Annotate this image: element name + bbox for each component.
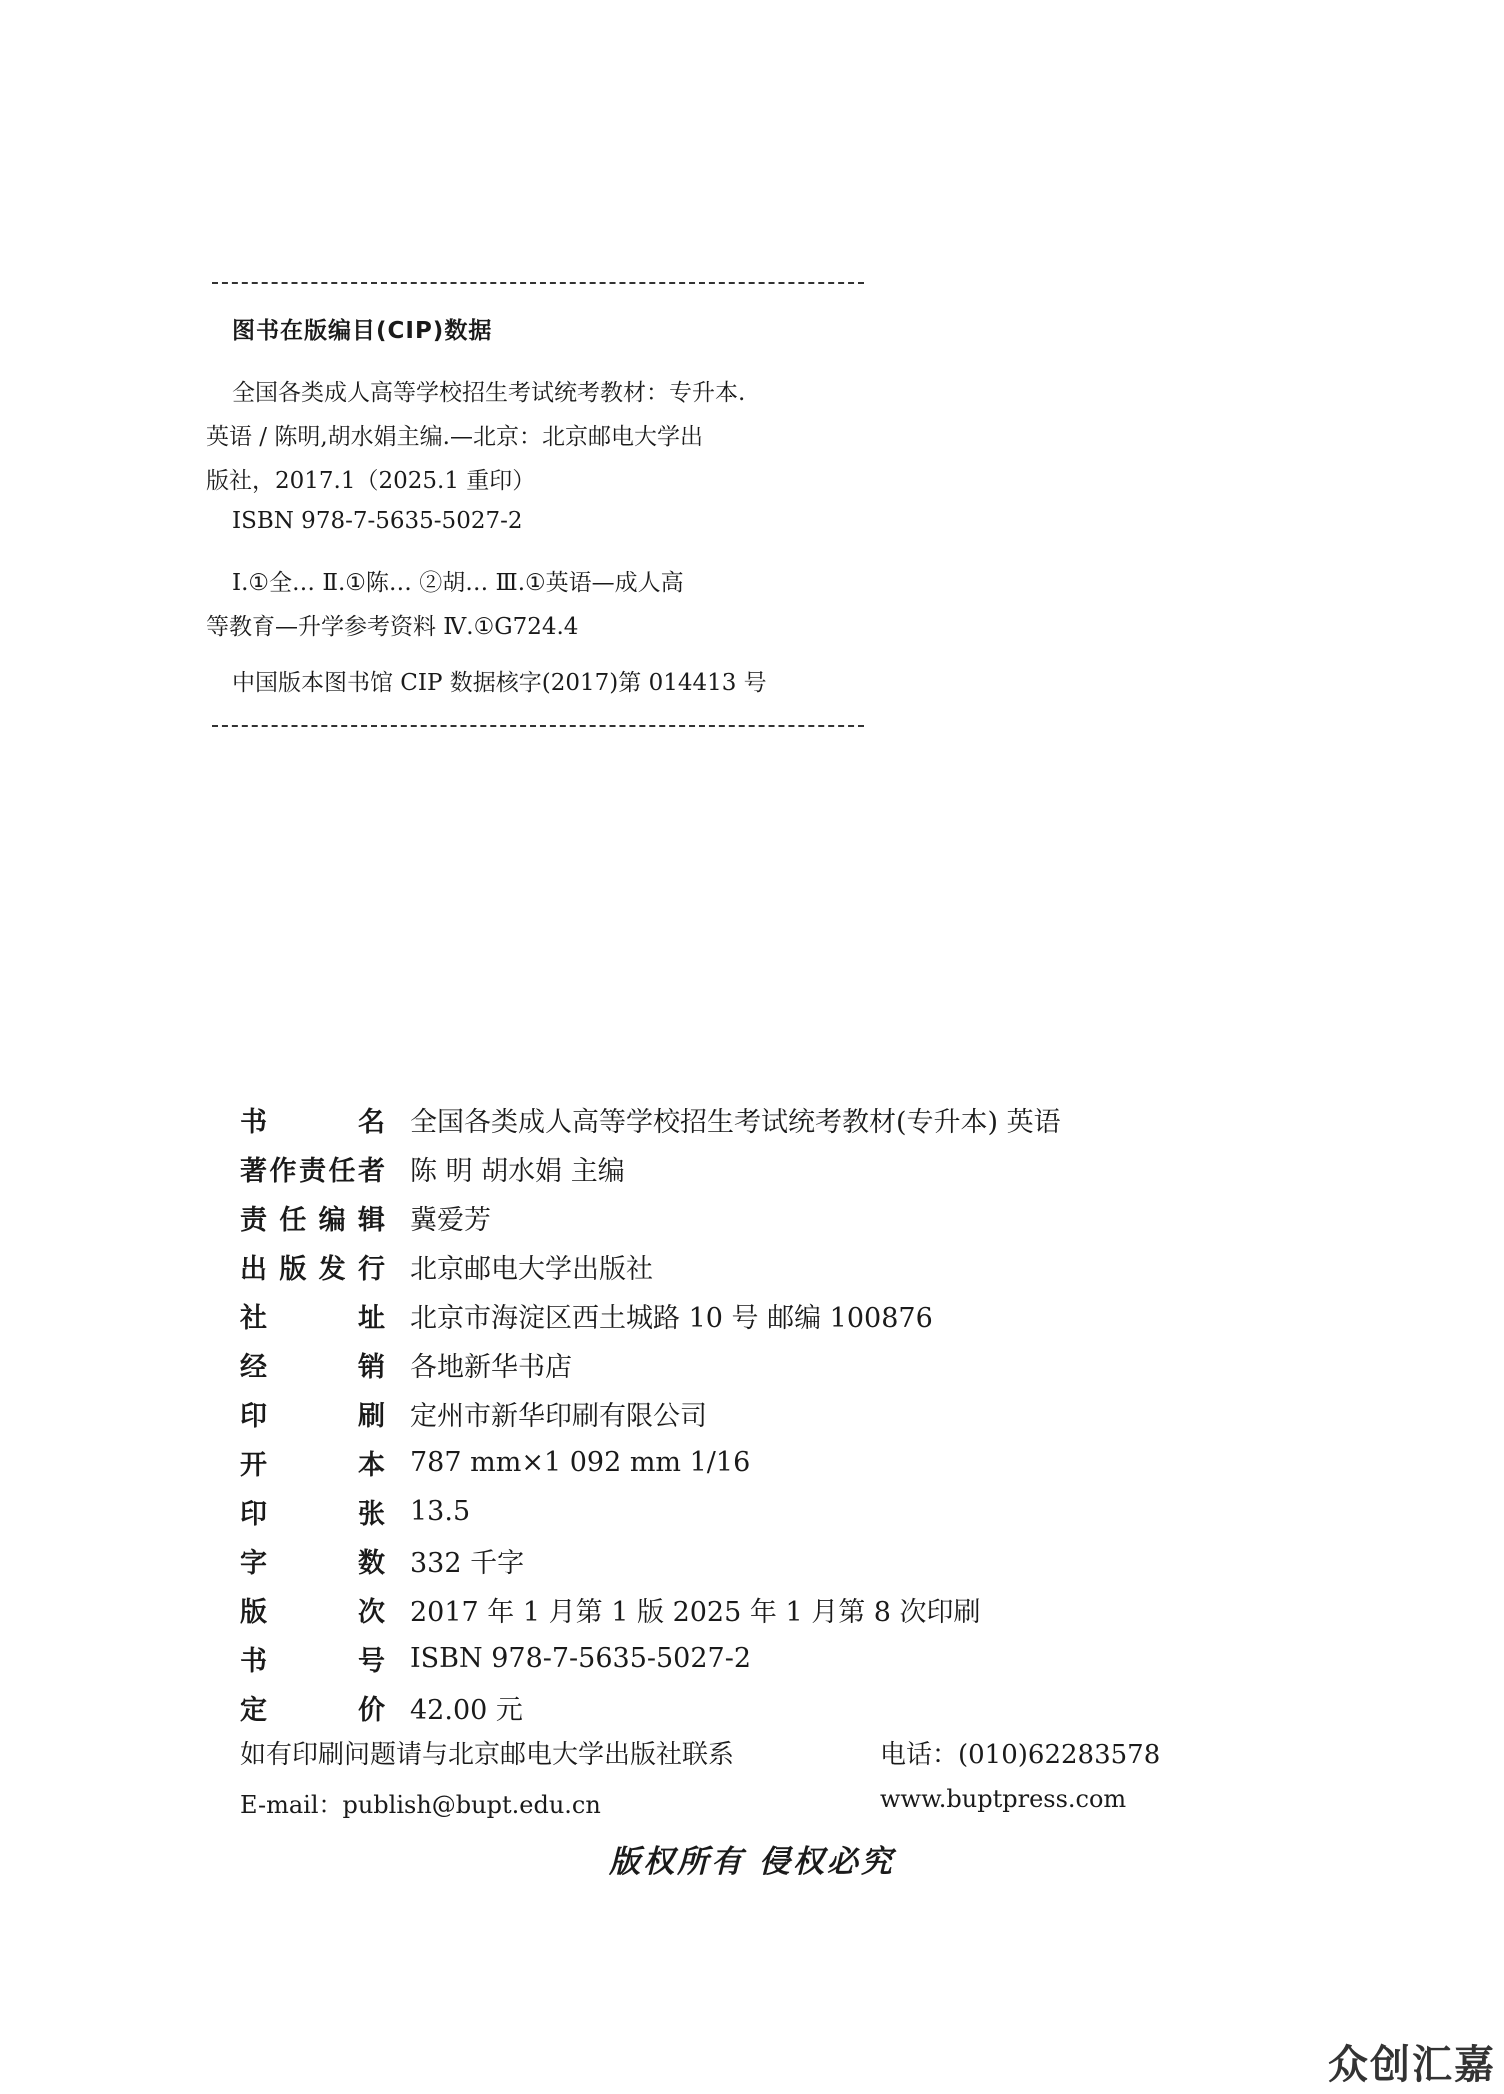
info-label-char: 书 bbox=[240, 1646, 267, 1677]
info-label-char: 址 bbox=[358, 1303, 385, 1334]
info-label-char: 名 bbox=[358, 1107, 385, 1138]
info-row bbox=[240, 1193, 1061, 1242]
publication-info-table bbox=[240, 1095, 1061, 1732]
info-value: 42.00 元 bbox=[410, 1695, 523, 1726]
info-value: 北京市海淀区西土城路 10 号 邮编 100876 bbox=[410, 1303, 933, 1334]
info-label-char: 出 bbox=[240, 1254, 267, 1285]
contact-email: E-mail：publish@bupt.edu.cn bbox=[240, 1791, 601, 1819]
info-label-char: 者 bbox=[358, 1156, 385, 1187]
cip-classification-line-2: 等教育—升学参考资料 Ⅳ.①G724.4 bbox=[206, 614, 579, 640]
info-label-char: 刷 bbox=[358, 1401, 385, 1432]
contact-notice: 如有印刷问题请与北京邮电大学出版社联系 bbox=[240, 1740, 735, 1770]
info-label bbox=[240, 1590, 385, 1629]
info-label-char: 次 bbox=[358, 1597, 385, 1628]
cip-record-number: 中国版本图书馆 CIP 数据核字(2017)第 014413 号 bbox=[232, 670, 767, 696]
info-label-char: 数 bbox=[358, 1548, 385, 1579]
info-label bbox=[240, 1149, 385, 1188]
info-label-char: 印 bbox=[240, 1401, 267, 1432]
info-row bbox=[240, 1144, 1061, 1193]
info-label bbox=[240, 1247, 385, 1286]
info-row bbox=[240, 1487, 1061, 1536]
info-row bbox=[240, 1536, 1061, 1585]
info-label-char: 书 bbox=[240, 1107, 267, 1138]
cip-heading: 图书在版编目(CIP)数据 bbox=[232, 318, 493, 344]
cip-title-line-3: 版社，2017.1（2025.1 重印） bbox=[206, 468, 536, 494]
info-label bbox=[240, 1492, 385, 1531]
info-label bbox=[240, 1394, 385, 1433]
info-label-char: 任 bbox=[279, 1205, 307, 1236]
info-value: 2017 年 1 月第 1 版 2025 年 1 月第 8 次印刷 bbox=[410, 1597, 981, 1628]
info-label-char: 号 bbox=[358, 1646, 385, 1677]
info-label-char: 经 bbox=[240, 1352, 267, 1383]
cip-classification-line-1: Ⅰ.①全… Ⅱ.①陈… ②胡… Ⅲ.①英语—成人高 bbox=[232, 570, 684, 596]
cip-top-divider bbox=[212, 282, 864, 284]
info-value: 定州市新华印刷有限公司 bbox=[410, 1401, 707, 1432]
info-value: 全国各类成人高等学校招生考试统考教材(专升本) 英语 bbox=[410, 1107, 1061, 1138]
info-label bbox=[240, 1345, 385, 1384]
info-label-char: 价 bbox=[358, 1695, 385, 1726]
info-label-char: 版 bbox=[240, 1597, 267, 1628]
info-row bbox=[240, 1438, 1061, 1487]
info-row bbox=[240, 1389, 1061, 1438]
cip-isbn: ISBN 978-7-5635-5027-2 bbox=[232, 508, 523, 534]
info-label bbox=[240, 1296, 385, 1335]
info-label-char: 本 bbox=[358, 1450, 385, 1481]
info-row bbox=[240, 1291, 1061, 1340]
info-label-char: 任 bbox=[328, 1156, 356, 1187]
cip-title-line-1: 全国各类成人高等学校招生考试统考教材：专升本. bbox=[232, 380, 746, 406]
info-label-char: 作 bbox=[269, 1156, 297, 1187]
cip-title-line-2: 英语 / 陈明,胡水娟主编.—北京：北京邮电大学出 bbox=[206, 424, 703, 450]
info-label-char: 版 bbox=[279, 1254, 307, 1285]
info-label-char: 责 bbox=[299, 1156, 326, 1187]
info-row bbox=[240, 1634, 1061, 1683]
info-value: 北京邮电大学出版社 bbox=[410, 1254, 653, 1285]
info-value: 陈 明 胡水娟 主编 bbox=[410, 1156, 625, 1187]
info-label-char: 辑 bbox=[357, 1205, 385, 1236]
info-label-char: 著 bbox=[240, 1156, 267, 1187]
info-label-char: 行 bbox=[357, 1254, 385, 1285]
info-row bbox=[240, 1242, 1061, 1291]
info-label bbox=[240, 1443, 385, 1482]
info-label-char: 开 bbox=[240, 1450, 267, 1481]
info-row bbox=[240, 1585, 1061, 1634]
info-label-char: 印 bbox=[240, 1499, 267, 1530]
watermark-logo: 众创汇嘉 bbox=[1328, 2042, 1496, 2088]
info-row bbox=[240, 1340, 1061, 1389]
info-label bbox=[240, 1541, 385, 1580]
info-label-char: 责 bbox=[240, 1205, 267, 1236]
info-label bbox=[240, 1688, 385, 1727]
info-row bbox=[240, 1683, 1061, 1732]
info-value: 332 千字 bbox=[410, 1548, 525, 1579]
copyright-notice: 版权所有 侵权必究 bbox=[609, 1844, 895, 1880]
cip-bottom-divider bbox=[212, 725, 864, 727]
info-row bbox=[240, 1095, 1061, 1144]
contact-phone: 电话：(010)62283578 bbox=[880, 1740, 1161, 1770]
info-label-char: 字 bbox=[240, 1548, 267, 1579]
info-value: 各地新华书店 bbox=[410, 1352, 572, 1383]
info-label-char: 定 bbox=[240, 1695, 267, 1726]
info-label-char: 张 bbox=[358, 1499, 385, 1530]
info-label-char: 社 bbox=[240, 1303, 267, 1334]
info-value: 787 mm×1 092 mm 1/16 bbox=[410, 1447, 751, 1478]
info-label-char: 编 bbox=[318, 1205, 346, 1236]
info-value: ISBN 978-7-5635-5027-2 bbox=[410, 1643, 752, 1674]
info-label bbox=[240, 1198, 385, 1237]
info-label-char: 发 bbox=[318, 1254, 346, 1285]
info-label bbox=[240, 1100, 385, 1139]
contact-website: www.buptpress.com bbox=[880, 1785, 1127, 1813]
info-value: 13.5 bbox=[410, 1496, 471, 1527]
info-label bbox=[240, 1639, 385, 1678]
info-label-char: 销 bbox=[358, 1352, 385, 1383]
info-value: 冀爱芳 bbox=[410, 1205, 491, 1236]
